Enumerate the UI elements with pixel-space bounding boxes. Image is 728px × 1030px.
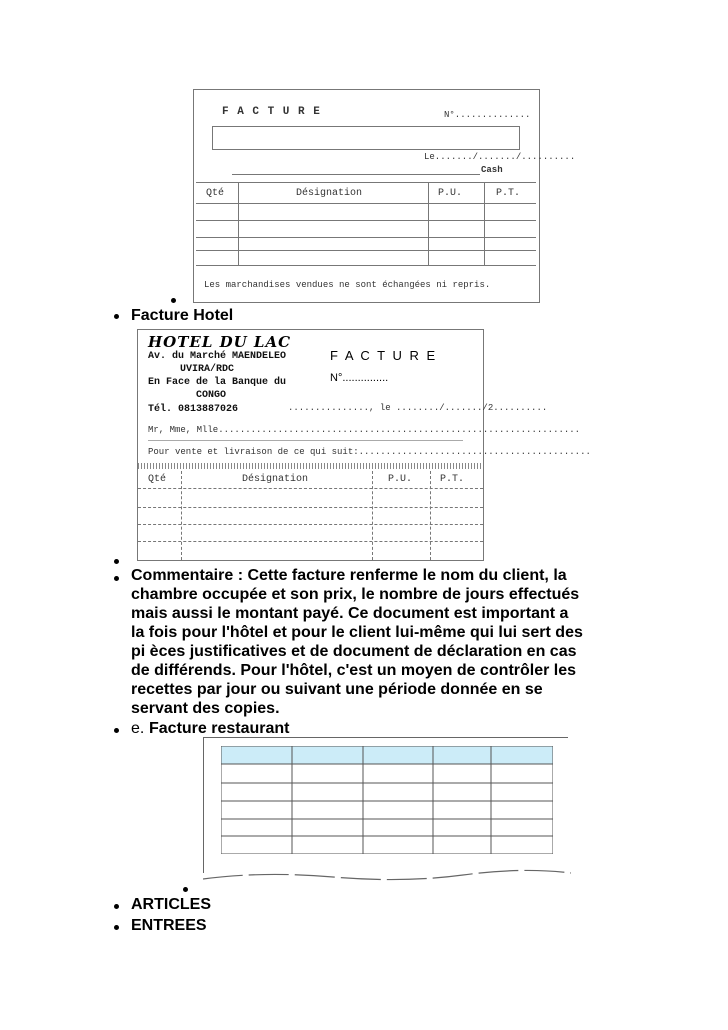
hotel-col-designation: Désignation (242, 474, 309, 485)
hotel-address-4: CONGO (196, 390, 227, 401)
comment-paragraph (131, 566, 611, 718)
invoice-table (196, 182, 536, 266)
hotel-col-pu: P.U. (388, 474, 413, 485)
comment-line: servant des copies. (131, 700, 280, 717)
client-box (212, 126, 520, 150)
hotel-phone: Tél. 0813887026 (148, 404, 239, 415)
hotel-col-qte: Qté (148, 474, 167, 485)
comment-line: de différends. Pour l'hôtel, c'est un moyen de contrôler les (131, 662, 577, 679)
hotel-address-2: UVIRA/RDC (180, 364, 235, 375)
list-item-entrees: ENTREES (131, 917, 207, 934)
restaurant-top-edge (203, 737, 568, 738)
heading-facture-restaurant: Facture restaurant (149, 720, 290, 737)
comment-line: chambre occupée et son prix, le nombre de jours effectués (131, 586, 580, 603)
comment-line: pi èces justificatives et de document de déclaration en cas (131, 643, 577, 660)
col-pu: P.U. (438, 188, 463, 199)
bullet (114, 925, 119, 930)
cash-label: Cash (481, 165, 503, 175)
hotel-name: HOTEL DU LAC (148, 333, 292, 351)
comment-line: Commentaire : Cette facture renferme le nom du client, la (131, 567, 567, 584)
hotel-address-1: Av. du Marché MAENDELEO (148, 351, 287, 362)
bullet (114, 728, 119, 733)
restaurant-table (221, 746, 553, 854)
divider (232, 174, 480, 175)
bullet (114, 904, 119, 909)
hotel-invoice-number: N°............... (330, 372, 389, 384)
bullet (114, 314, 119, 319)
comment-line: la fois pour l'hôtel et pour le client lui-même qui lui sert des (131, 624, 583, 641)
invoice-generic-image (193, 89, 576, 303)
restaurant-left-edge (203, 737, 204, 873)
hotel-invoice-title: F A C T U R E (330, 348, 438, 363)
invoice-number: N°.............. (444, 110, 531, 120)
invoice-hotel-image (137, 329, 591, 561)
perforation (138, 463, 483, 469)
col-pt: P.T. (496, 188, 521, 199)
hotel-client-line: Mr, Mme, Mlle................................................................... (148, 425, 581, 435)
bullet (183, 887, 188, 892)
comment-line: mais aussi le montant payé. Ce document est important a (131, 605, 569, 622)
bullet (114, 576, 119, 581)
list-item-articles: ARTICLES (131, 896, 211, 913)
invoice-title: F A C T U R E (222, 106, 321, 118)
hotel-sale-line: Pour vente et livraison de ce qui suit:........................................... (148, 447, 591, 457)
comment-line: recettes par jour ou suivant une période donnée en se (131, 681, 543, 698)
hotel-invoice-table (138, 471, 483, 560)
col-designation: Désignation (296, 188, 363, 199)
restaurant-torn-edge (203, 868, 571, 880)
invoice-date: Le......./......./.......... (424, 152, 576, 162)
invoice-footer: Les marchandises vendues ne sont échangées ni repris. (204, 280, 491, 290)
heading-facture-hotel: Facture Hotel (131, 307, 234, 324)
col-qte: Qté (206, 188, 225, 199)
hotel-address-3: En Face de la Banque du (148, 377, 287, 388)
bullet (171, 298, 176, 303)
hotel-date-line: ..............., le ......../......./2.......... (288, 403, 548, 413)
bullet (114, 559, 119, 564)
restaurant-prefix: e. (131, 720, 145, 737)
hotel-col-pt: P.T. (440, 474, 465, 485)
